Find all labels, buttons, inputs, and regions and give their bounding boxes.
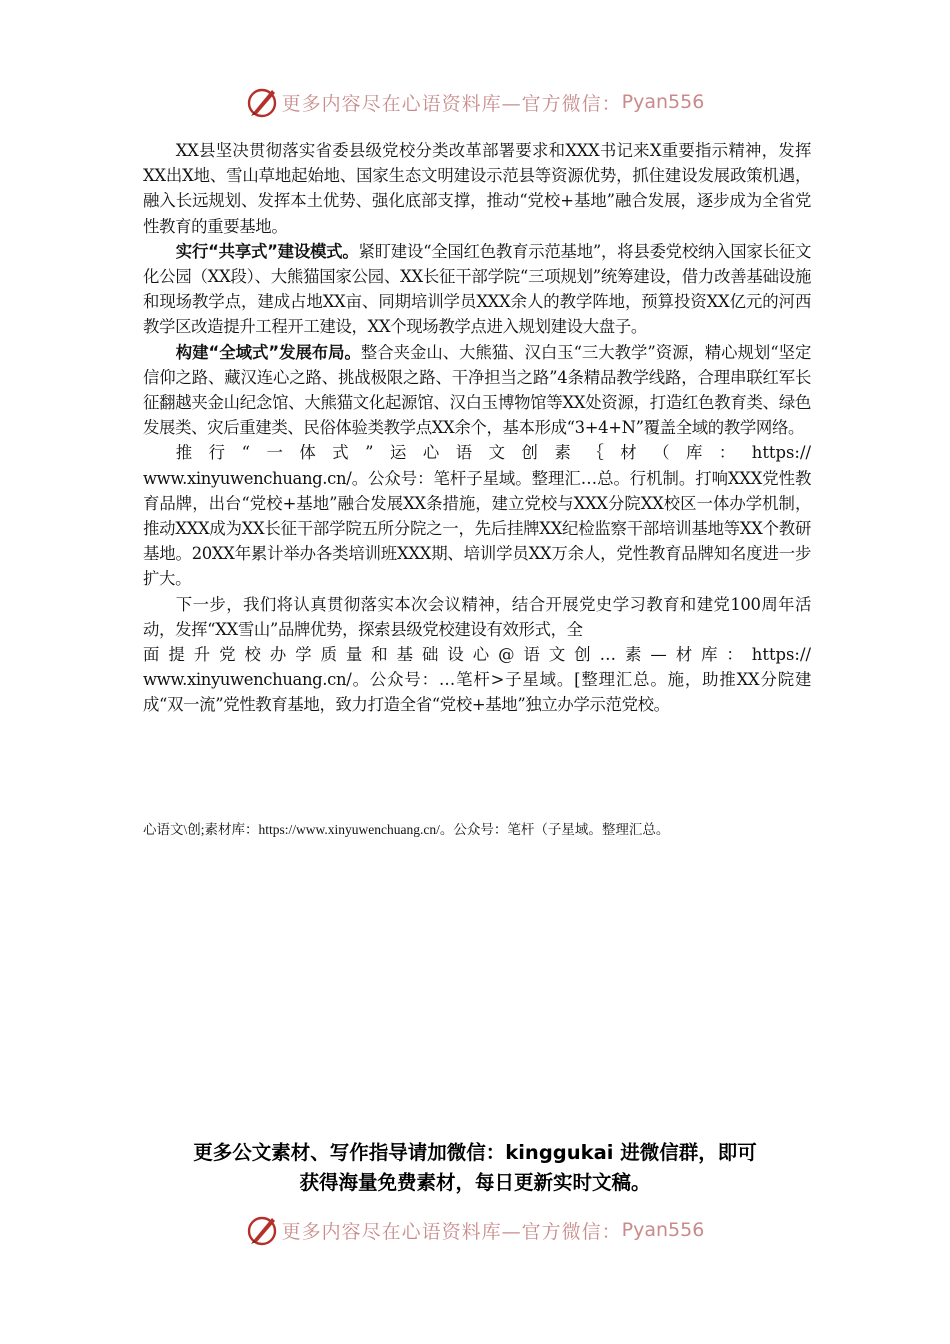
paragraph-text: www.xinyuwenchuang.cn/。公众号：笔杆子星域。整理汇…总。行机制。打响XXX党性教育品牌，出台“党校+基地”融合发展XX条措施，建立党校与XXX分院XX校区一体办学机制，推动XXX成为XX长征干部学院五所分院之一，先后挂牌XX纪检监察干部培训基地等XX个教研基地。20XX年累计举办各类培训班XXX期、培训学员XX万余人，党性教育品牌知名度进一步扩大。	[143, 468, 811, 589]
header-banner	[0, 82, 950, 122]
paragraph-text: 紧盯建设“全国红色教育示范基地”，将县委党校纳入国家长征文化公园（XX段）、大熊猫国家公园、XX长征干部学院“三项规划”统筹建设，借力改善基础设施和现场教学点，建成占地XX亩、同期培训学员XXX余人的教学阵地，预算投资XX亿元的河西教学区改造提升工程开工建设，XX个现场教学点进入规划建设大盘子。	[143, 241, 811, 337]
promo-block	[0, 1138, 950, 1198]
paragraph-text: XX县坚决贯彻落实省委县级党校分类改革部署要求和XXX书记来X重要指示精神，发挥XX出X地、雪山草地起始地、国家生态文明建设示范县等资源优势，抓住建设发展政策机遇，融入长远规划、发挥本土优势、强化底部支撑，推动“党校+基地”融合发展，逐步成为全省党性教育的重要基地。	[143, 141, 811, 236]
paragraph-integrated	[143, 466, 811, 592]
paragraph-shared-model	[143, 239, 811, 340]
banner-text: 更多内容尽在心语资料库—官方微信：	[281, 92, 622, 115]
pen-logo-icon	[246, 1213, 280, 1247]
paragraph-spread-line: 推行“一体式”运心语文创素｛材（库：https://	[175, 443, 811, 463]
paragraph-intro	[143, 138, 811, 239]
paragraph-lead: 实行“共享式”建设模式。	[175, 241, 359, 261]
promo-line-2: 获得海量免费素材，每日更新实时文稿。	[299, 1171, 651, 1194]
banner-text: 更多内容尽在心语资料库—官方微信：	[281, 1220, 622, 1243]
paragraph-global-layout	[143, 340, 811, 441]
article-body	[143, 138, 811, 718]
source-note: 心语文\创;素材库：https://www.xinyuwenchuang.cn/。公众号：笔杆（子星域。整理汇总。	[143, 822, 670, 837]
paragraph-text: www.xinyuwenchuang.cn/。公众号：…笔杆>子星域。[整理汇总。施，助推XX分院建成“双一流”党性教育基地，致力打造全省“党校+基地”独立办学示范党校。	[143, 670, 811, 715]
banner-wechat-id: Pyan556	[621, 1219, 705, 1241]
promo-line-1: 更多公文素材、写作指导请加微信：kinggukai 进微信群，即可	[193, 1141, 757, 1164]
banner-wechat-id: Pyan556	[621, 91, 705, 113]
paragraph-next-step	[143, 592, 811, 642]
paragraph-next-step-end	[143, 667, 811, 717]
paragraph-integrated-line	[143, 440, 811, 465]
footer-banner	[0, 1210, 950, 1250]
paragraph-text: 下一步，我们将认真贯彻落实本次会议精神，结合开展党史学习教育和建党100周年活动，发挥“XX雪山”品牌优势，探索县级党校建设有效形式，全	[143, 594, 811, 639]
pen-logo-icon	[246, 85, 280, 119]
paragraph-lead: 构建“全域式”发展布局。	[175, 342, 361, 362]
paragraph-text: 整合夹金山、大熊猫、汉白玉“三大教学”资源，精心规划“坚定信仰之路、藏汉连心之路、挑战极限之路、干净担当之路”4条精品教学线路，合理串联红军长征翻越夹金山纪念馆、大熊猫文化起源馆、汉白玉博物馆等XX处资源，打造红色教育类、绿色发展类、灾后重建类、民俗体验类教学点XX余个，基本形成“3+4+N”覆盖全域的教学网络。	[143, 342, 811, 438]
paragraph-spread-line: 面提升党校办学质量和基础设心@语文创…素—材库：https://	[143, 645, 811, 665]
paragraph-next-step-line	[143, 642, 811, 667]
